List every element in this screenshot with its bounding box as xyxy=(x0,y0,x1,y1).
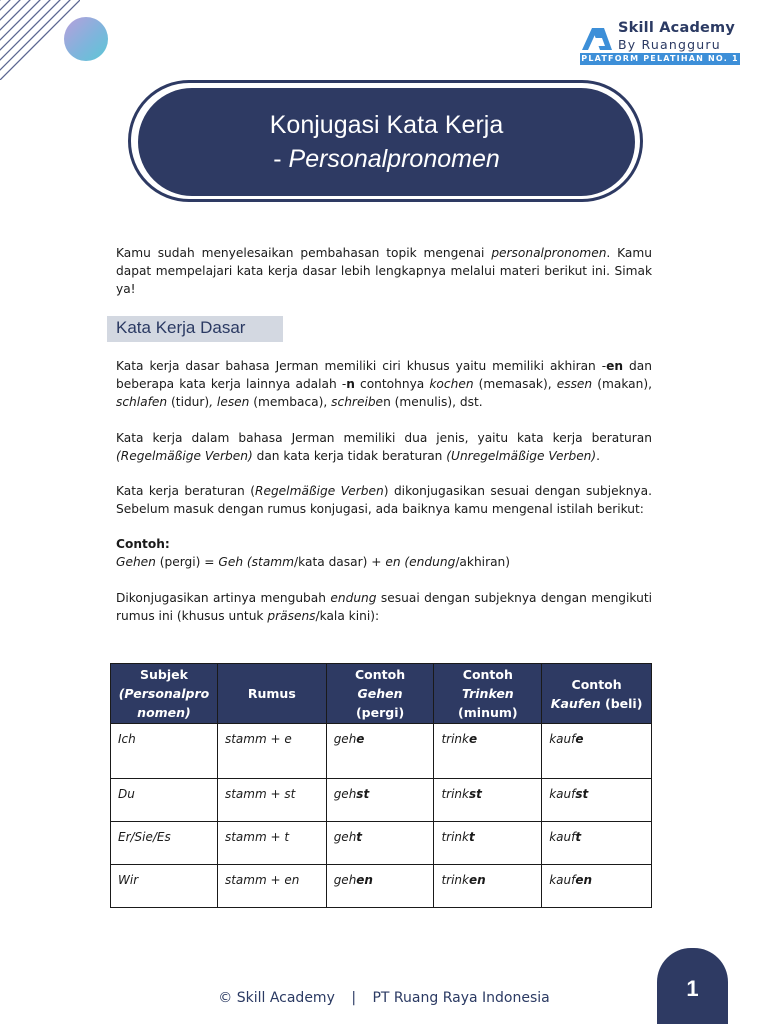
logo-mark-icon xyxy=(580,24,614,50)
cell-trinken: trinkst xyxy=(434,779,542,822)
cell-kaufen: kaufst xyxy=(542,779,652,822)
cell-gehen: gehen xyxy=(326,865,434,908)
paragraph-verb-endings: Kata kerja dasar bahasa Jerman memiliki ciri khusus yaitu memiliki akhiran -en dan beberapa kata kerja lainnya adalah -n contohnya kochen (memasak), essen (makan), schlafen (tidur), lesen (membaca), schreiben (menulis), dst. xyxy=(116,359,653,410)
cell-gehen: gehst xyxy=(326,779,434,822)
footer-company: PT Ruang Raya Indonesia xyxy=(372,990,550,1006)
cell-gehen: gehe xyxy=(326,724,434,779)
table-row xyxy=(111,724,652,779)
intro-paragraph: Kamu sudah menyelesaikan pembahasan topik mengenai personalpronomen. Kamu dapat mempelajari kata kerja dasar lebih lengkapnya melalui materi berikut ini. Simak ya! xyxy=(116,246,652,297)
page-number: 1 xyxy=(657,948,728,1024)
header-subject: Subjek (Personalpro nomen) xyxy=(111,664,218,724)
header-trinken: Contoh Trinken (minum) xyxy=(434,664,542,724)
table-row xyxy=(111,779,652,822)
cell-kaufen: kaufen xyxy=(542,865,652,908)
cell-kaufen: kauft xyxy=(542,822,652,865)
paragraph-verb-types: Kata kerja dalam bahasa Jerman memiliki dua jenis, yaitu kata kerja beraturan (Regelmäßige Verben) dan kata kerja tidak beraturan (Unregelmäßige Verben). xyxy=(116,431,652,464)
conjugation-table xyxy=(110,663,652,908)
brand-tagline: PLATFORM PELATIHAN NO. 1 xyxy=(581,54,739,63)
cell-trinken: trinkt xyxy=(434,822,542,865)
footer-copyright: © Skill Academy xyxy=(218,990,335,1006)
cell-subject: Du xyxy=(111,779,218,822)
skill-academy-logo xyxy=(580,20,740,68)
table-row xyxy=(111,822,652,865)
title-line-2: - Personalpronomen xyxy=(273,145,500,173)
paragraph-conjugation-rule: Dikonjugasikan artinya mengubah endung sesuai dengan subjeknya dengan mengikuti rumus ini (khusus untuk präsens/kala kini): xyxy=(116,591,652,624)
cell-formula: stamm + en xyxy=(217,865,326,908)
brand-sub: By Ruangguru xyxy=(618,37,721,52)
example-label: Contoh: xyxy=(116,537,170,551)
header-kaufen: Contoh Kaufen (beli) xyxy=(542,664,652,724)
cell-formula: stamm + t xyxy=(217,822,326,865)
header-gehen: Contoh Gehen (pergi) xyxy=(326,664,434,724)
cell-formula: stamm + e xyxy=(217,724,326,779)
table-row xyxy=(111,865,652,908)
cell-formula: stamm + st xyxy=(217,779,326,822)
paragraph-regular-verbs: Kata kerja beraturan (Regelmäßige Verben) dikonjugasikan sesuai dengan subjeknya. Sebelum masuk dengan rumus konjugasi, ada baiknya kamu mengenal istilah berikut: xyxy=(116,484,652,517)
cell-subject: Er/Sie/Es xyxy=(111,822,218,865)
brand-name: Skill Academy xyxy=(618,20,736,36)
cell-gehen: geht xyxy=(326,822,434,865)
cell-kaufen: kaufe xyxy=(542,724,652,779)
page-title xyxy=(138,88,635,196)
section-title: Kata Kerja Dasar xyxy=(116,318,246,337)
table-header-row xyxy=(111,664,652,724)
header-formula: Rumus xyxy=(217,664,326,724)
cell-subject: Ich xyxy=(111,724,218,779)
section-heading xyxy=(107,316,283,342)
cell-subject: Wir xyxy=(111,865,218,908)
footer xyxy=(0,990,768,1006)
footer-separator: | xyxy=(351,990,357,1006)
example-block: Contoh: Gehen (pergi) = Geh (stamm/kata dasar) + en (endung/akhiran) xyxy=(116,537,511,570)
title-line-1: Konjugasi Kata Kerja xyxy=(269,111,504,139)
cell-trinken: trinken xyxy=(434,865,542,908)
cell-trinken: trinke xyxy=(434,724,542,779)
decorative-circle xyxy=(64,17,108,61)
